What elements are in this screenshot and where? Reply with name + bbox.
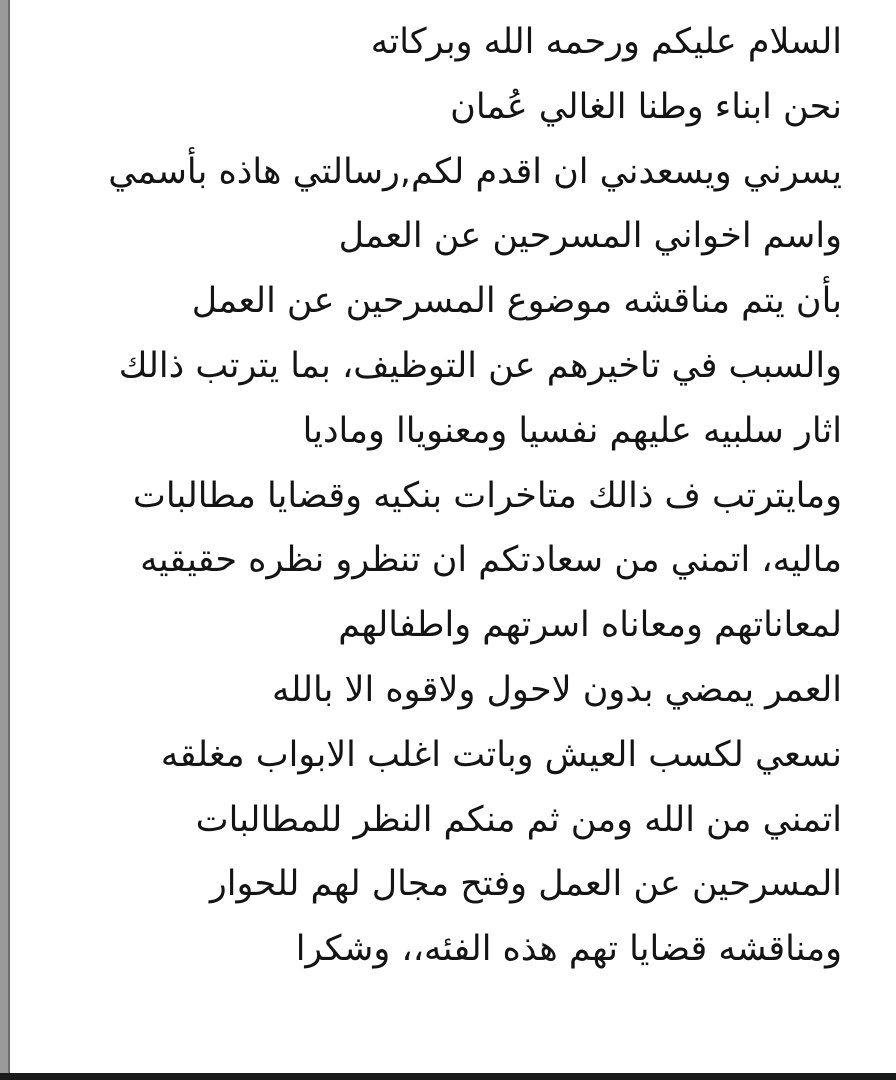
message-line: واسم اخواني المسرحين عن العمل	[338, 216, 842, 257]
message-line: ومايترتب ف ذالك متاخرات بنكيه وقضايا مطالبات	[132, 475, 842, 516]
message-line: لمعاناتهم ومعاناه اسرتهم واطفالهم	[338, 605, 842, 646]
message-line: والسبب في تاخيرهم عن التوظيف، بما يترتب ذالك	[118, 345, 842, 386]
message-line: العمر يمضي بدون لاحول ولاقوه الا بالله	[271, 669, 842, 710]
bottom-border	[0, 1073, 896, 1080]
message-line: ماليه، اتمني من سعادتكم ان تنظرو نظره حقيقيه	[140, 540, 842, 581]
message-line: بأن يتم مناقشه موضوع المسرحين عن العمل	[191, 281, 842, 322]
message-line: نسعي لكسب العيش وباتت اغلب الابواب مغلقه	[160, 734, 842, 775]
message-line: المسرحين عن العمل وفتح مجال لهم للحوار	[209, 864, 842, 905]
left-border	[0, 0, 10, 1080]
message-body	[52, 10, 842, 982]
message-line: نحن ابناء وطنا الغالي عُمان	[450, 86, 842, 127]
message-line: اتمني من الله ومن ثم منكم النظر للمطالبات	[195, 799, 842, 840]
message-line: يسرني ويسعدني ان اقدم لكم,رسالتي هاذه بأسمي	[108, 151, 842, 192]
message-line: ومناقشه قضايا تهم هذه الفئه،، وشكرا	[295, 929, 842, 970]
message-line: السلام عليكم ورحمه الله وبركاته	[370, 22, 842, 62]
message-line: اثار سلبيه عليهم نفسيا ومعنوياا وماديا	[302, 410, 842, 451]
